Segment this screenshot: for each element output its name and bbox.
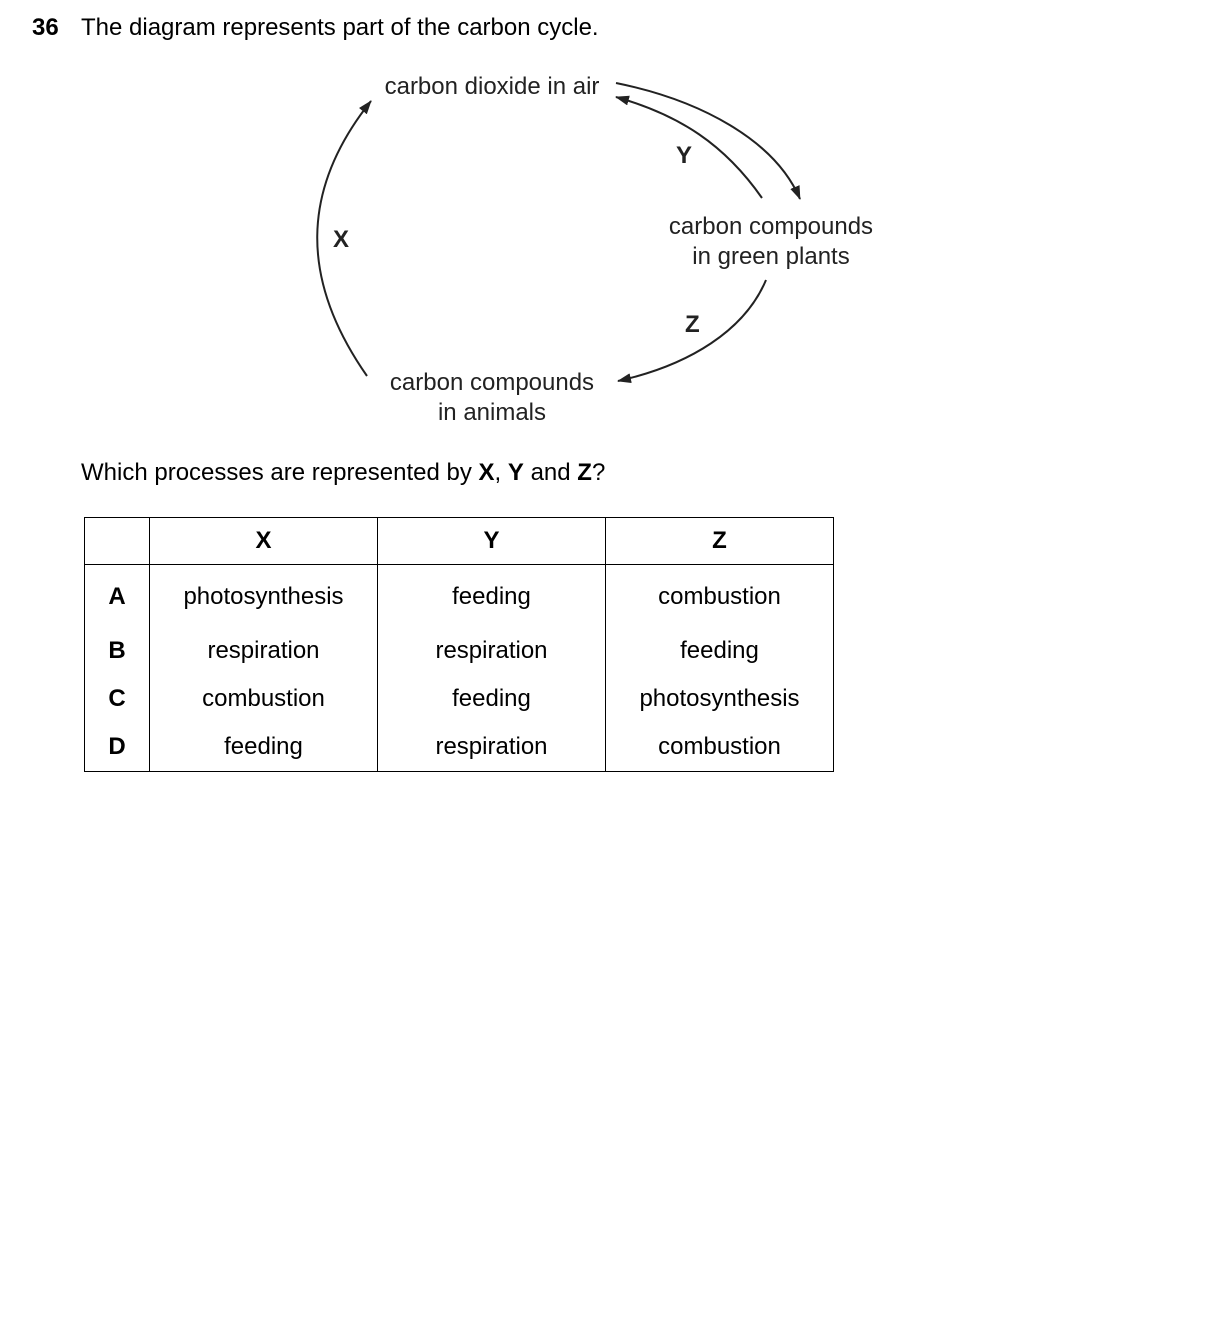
prompt-y: Y bbox=[507, 459, 524, 486]
option-z: combustion bbox=[606, 723, 834, 772]
prompt-and: and bbox=[523, 459, 578, 486]
option-x: feeding bbox=[150, 723, 378, 772]
carbon-cycle-diagram bbox=[0, 0, 1209, 440]
question-stem: The diagram represents part of the carbon cycle. bbox=[81, 14, 599, 41]
option-z: feeding bbox=[606, 627, 834, 675]
option-letter: A bbox=[85, 565, 150, 628]
prompt-suffix: ? bbox=[591, 459, 606, 486]
question-prompt bbox=[81, 459, 605, 487]
option-y: feeding bbox=[378, 675, 606, 723]
label-x: X bbox=[333, 226, 350, 253]
header-blank bbox=[85, 518, 150, 565]
header-z: Z bbox=[606, 518, 834, 565]
header-y: Y bbox=[378, 518, 606, 565]
prompt-prefix: Which processes are represented by bbox=[81, 459, 479, 486]
label-y: Y bbox=[676, 142, 693, 169]
option-z: combustion bbox=[606, 565, 834, 628]
prompt-x: X bbox=[478, 459, 495, 486]
table-header-row bbox=[85, 518, 834, 565]
option-x: respiration bbox=[150, 627, 378, 675]
option-letter: D bbox=[85, 723, 150, 772]
option-y: respiration bbox=[378, 723, 606, 772]
node-carbon-dioxide-in-air: carbon dioxide in air bbox=[384, 73, 600, 100]
option-letter: C bbox=[85, 675, 150, 723]
node-carbon-compounds-in-animals: carbon compounds in animals bbox=[389, 369, 595, 426]
table-row[interactable] bbox=[85, 675, 834, 723]
option-letter: B bbox=[85, 627, 150, 675]
option-z: photosynthesis bbox=[606, 675, 834, 723]
table-row[interactable] bbox=[85, 723, 834, 772]
header-x: X bbox=[150, 518, 378, 565]
table-row[interactable] bbox=[85, 565, 834, 628]
label-z: Z bbox=[685, 311, 700, 338]
prompt-z: Z bbox=[577, 459, 592, 486]
question-number: 36 bbox=[32, 14, 59, 41]
option-x: photosynthesis bbox=[150, 565, 378, 628]
node-carbon-compounds-in-green-plants: carbon compounds in green plants bbox=[668, 213, 874, 270]
table-row[interactable] bbox=[85, 627, 834, 675]
option-x: combustion bbox=[150, 675, 378, 723]
option-y: feeding bbox=[378, 565, 606, 628]
option-y: respiration bbox=[378, 627, 606, 675]
prompt-sep: , bbox=[494, 459, 508, 486]
options-table bbox=[84, 517, 834, 772]
